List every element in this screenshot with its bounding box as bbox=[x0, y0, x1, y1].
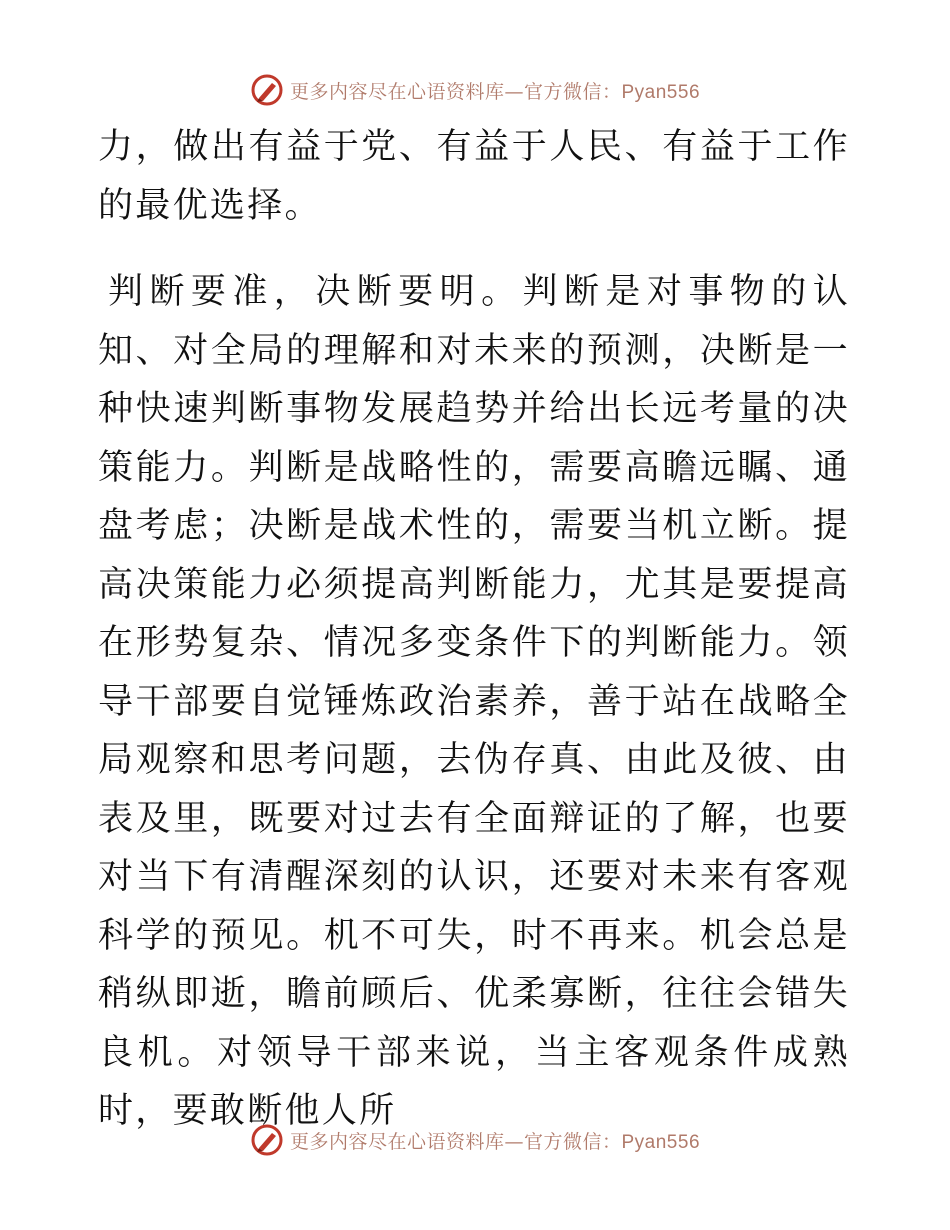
pen-logo-icon bbox=[250, 73, 284, 107]
paragraph: 判断要准，决断要明。判断是对事物的认知、对全局的理解和对未来的预测，决断是一种快速判断事物发展趋势并给出长远考量的决策能力。判断是战略性的，需要高瞻远瞩、通盘考虑；决断是战术性的，需要当机立断。提高决策能力必须提高判断能力，尤其是要提高在形势复杂、情况多变条件下的判断能力。领导干部要自觉锤炼政治素养，善于站在战略全局观察和思考问题，去伪存真、由此及彼、由表及里，既要对过去有全面辩证的了解，也要对当下有清醒深刻的认识，还要对未来有客观科学的预见。机不可失，时不再来。机会总是稍纵即逝，瞻前顾后、优柔寡断，往往会错失良机。对领导干部来说，当主客观条件成熟时，要敢断他人所 bbox=[98, 272, 850, 1131]
document-body bbox=[98, 118, 850, 1141]
watermark-text: 更多内容尽在心语资料库—官方微信：Pyan556 bbox=[289, 1130, 701, 1153]
watermark-text: 更多内容尽在心语资料库—官方微信：Pyan556 bbox=[289, 80, 701, 103]
header-watermark bbox=[0, 70, 950, 110]
pen-logo-icon bbox=[250, 1123, 284, 1157]
footer-watermark bbox=[0, 1120, 950, 1160]
paragraph: 力，做出有益于党、有益于人民、有益于工作的最优选择。 bbox=[98, 127, 850, 226]
